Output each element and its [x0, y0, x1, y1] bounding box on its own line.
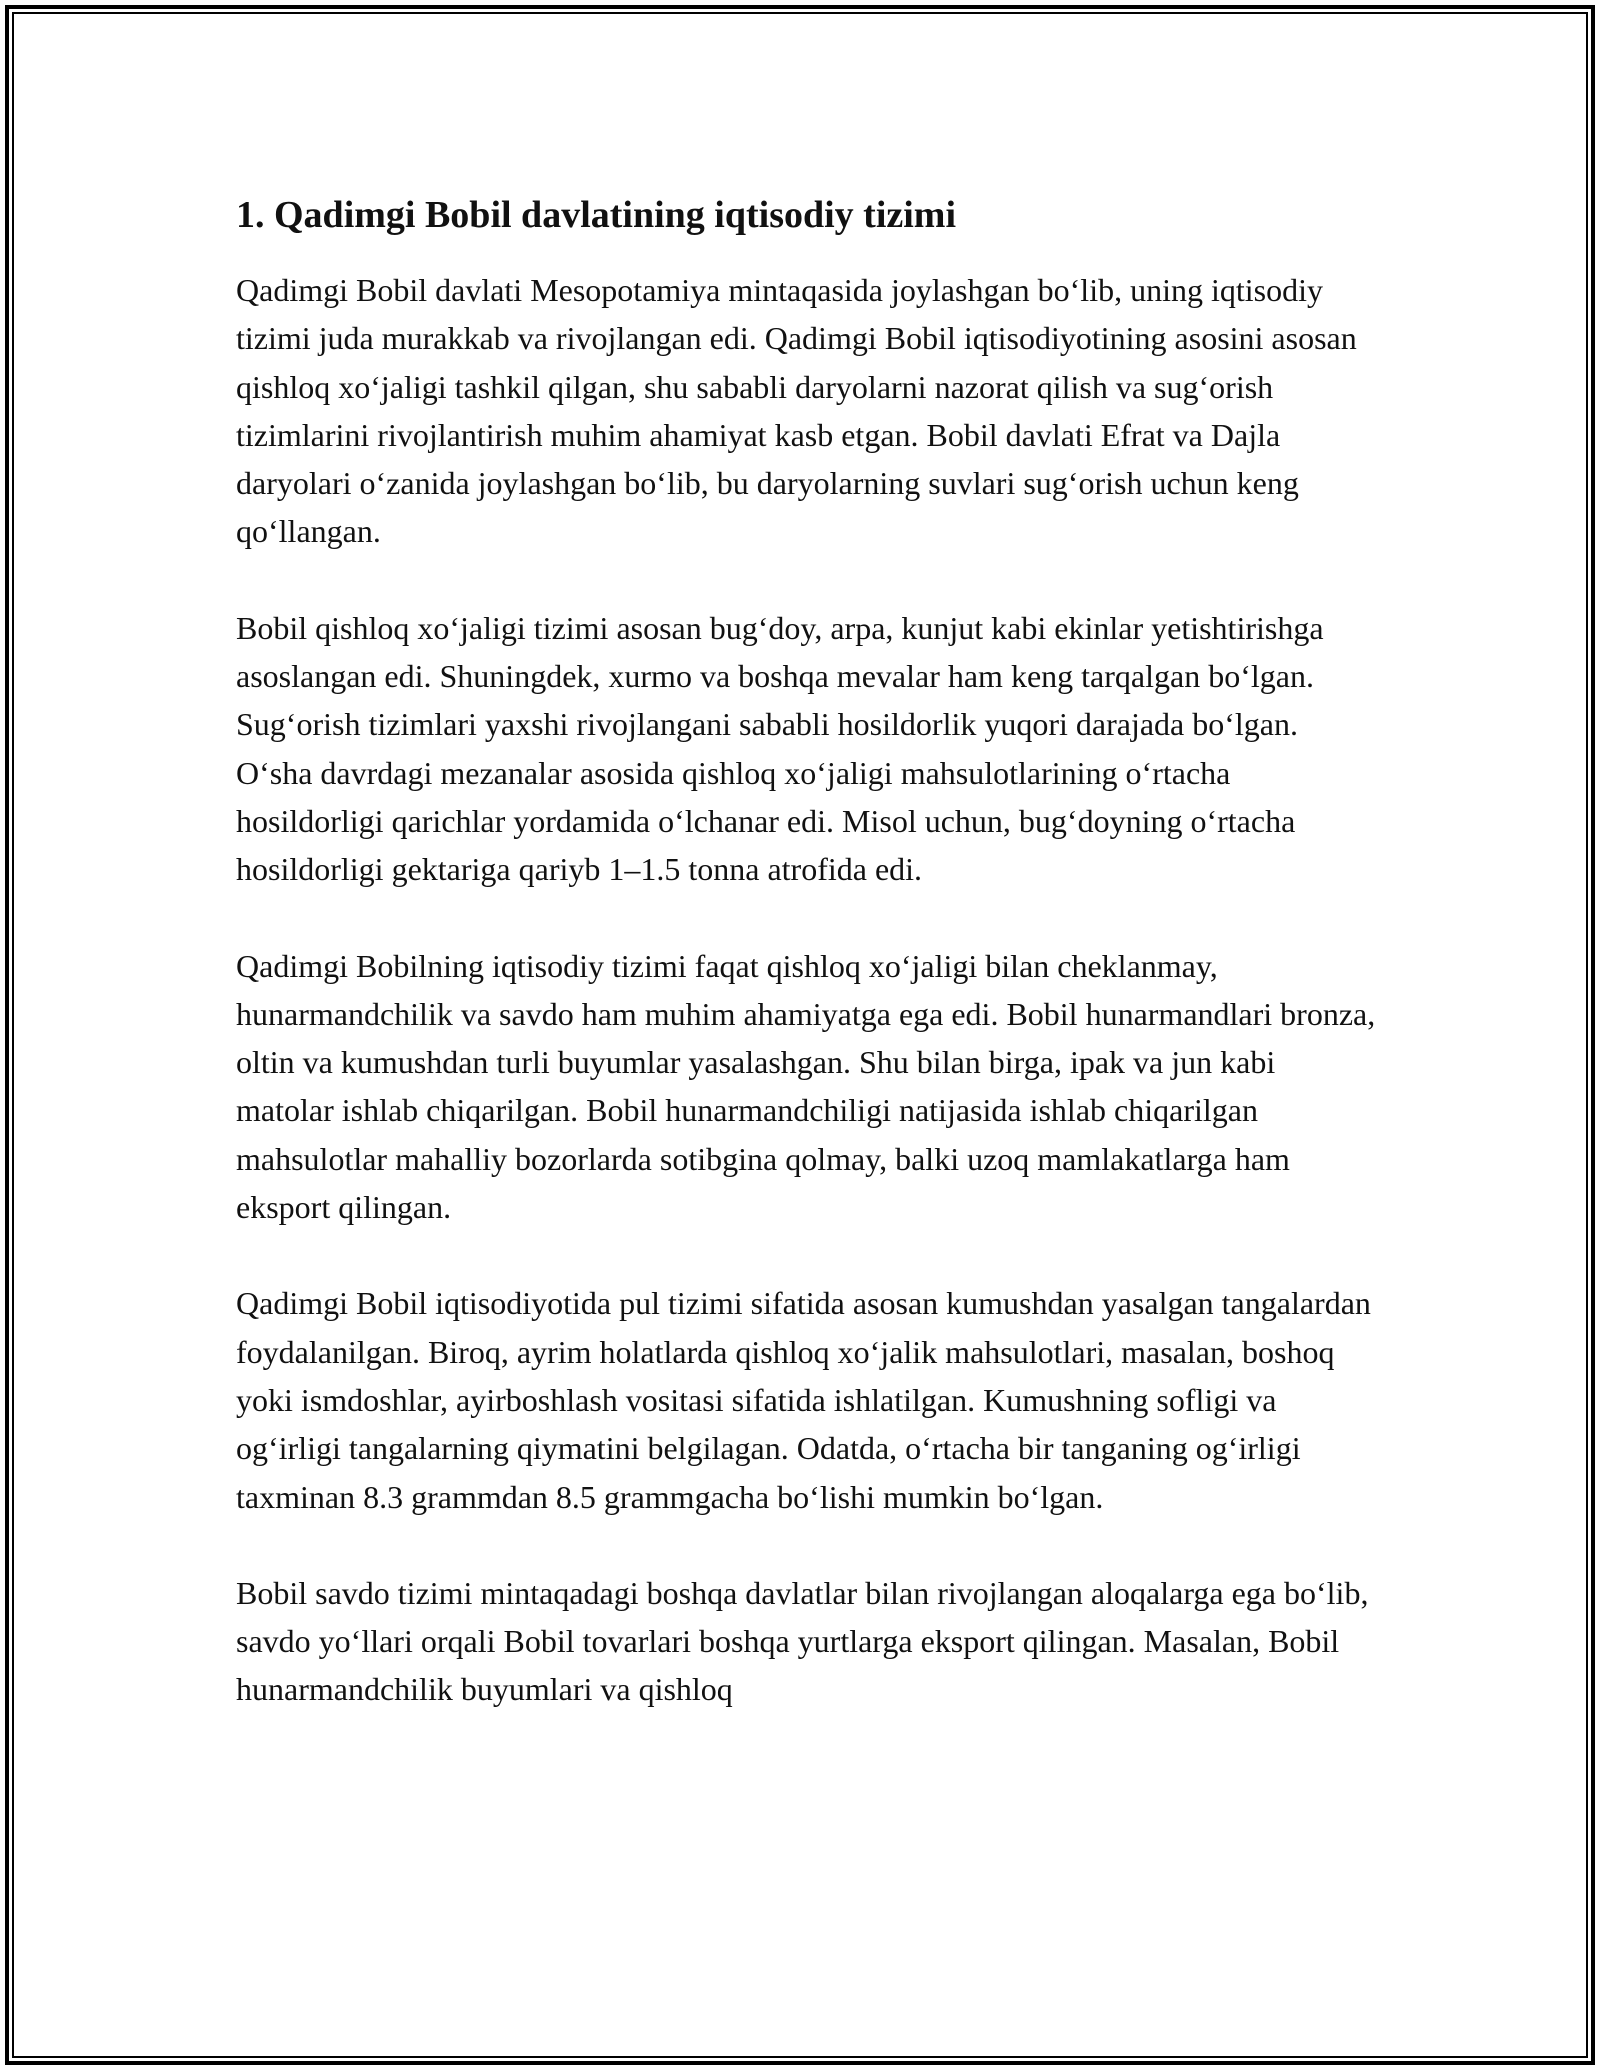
paragraph: Qadimgi Bobilning iqtisodiy tizimi faqat qishloq xo‘jaligi bilan cheklanmay, hunarmandchilik va savdo ham muhim ahamiyatga ega edi. Bobil hunarmandlari bronza, oltin va kumushdan turli buyumlar yasalashgan. Shu bilan birga, ipak va jun kabi matolar ishlab chiqarilgan. Bobil hunarmandchiligi natijasida ishlab chiqarilgan mahsulotlar mahalliy bozorlarda sotibgina qolmay, balki uzoq mamlakatlarga ham eksport qilingan. — [236, 947, 1376, 1226]
paragraph: Qadimgi Bobil davlati Mesopotamiya mintaqasida joylashgan bo‘lib, uning iqtisodiy tizimi juda murakkab va rivojlangan edi. Qadimgi Bobil iqtisodiyotining asosini asosan qishloq xo‘jaligi tashkil qilgan, shu sababli daryolarni nazorat qilish va sug‘orish tizimlarini rivojlantirish muhim ahamiyat kasb etgan. Bobil davlati Efrat va Dajla daryolari o‘zanida joylashgan bo‘lib, bu daryolarning suvlari sug‘orish uchun keng qo‘llangan. — [236, 272, 1357, 550]
paragraph: Bobil savdo tizimi mintaqadagi boshqa davlatlar bilan rivojlangan aloqalarga ega bo‘lib, savdo yo‘llari orqali Bobil tovarlari boshqa yurtlarga eksport qilingan. Masalan, Bobil hunarmandchilik buyumlari va qishloq — [236, 1574, 1369, 1708]
paragraph: Bobil qishloq xo‘jaligi tizimi asosan bug‘doy, arpa, kunjut kabi ekinlar yetishtirishga asoslangan edi. Shuningdek, xurmo va boshqa mevalar ham keng tarqalgan bo‘lgan. Sug‘orish tizimlari yaxshi rivojlangani sababli hosildorlik yuqori darajada bo‘lgan. O‘sha davrdagi mezanalar asosida qishloq xo‘jaligi mahsulotlarining o‘rtacha hosildorligi qarichlar yordamida o‘lchanar edi. Misol uchun, bug‘doyning o‘rtacha hosildorligi gektariga qariyb 1–1.5 tonna atrofida edi. — [236, 609, 1324, 888]
document-content — [236, 186, 1376, 1762]
section-heading: 1. Qadimgi Bobil davlatining iqtisodiy tizimi — [236, 194, 957, 236]
paragraph: Qadimgi Bobil iqtisodiyotida pul tizimi sifatida asosan kumushdan yasalgan tangalardan foydalanilgan. Biroq, ayrim holatlarda qishloq xo‘jalik mahsulotlari, masalan, boshoq yoki ismdoshlar, ayirboshlash vositasi sifatida ishlatilgan. Kumushning sofligi va og‘irligi tangalarning qiymatini belgilagan. Odatda, o‘rtacha bir tanganing og‘irligi taxminan 8.3 grammdan 8.5 grammgacha bo‘lishi mumkin bo‘lgan. — [236, 1285, 1371, 1515]
